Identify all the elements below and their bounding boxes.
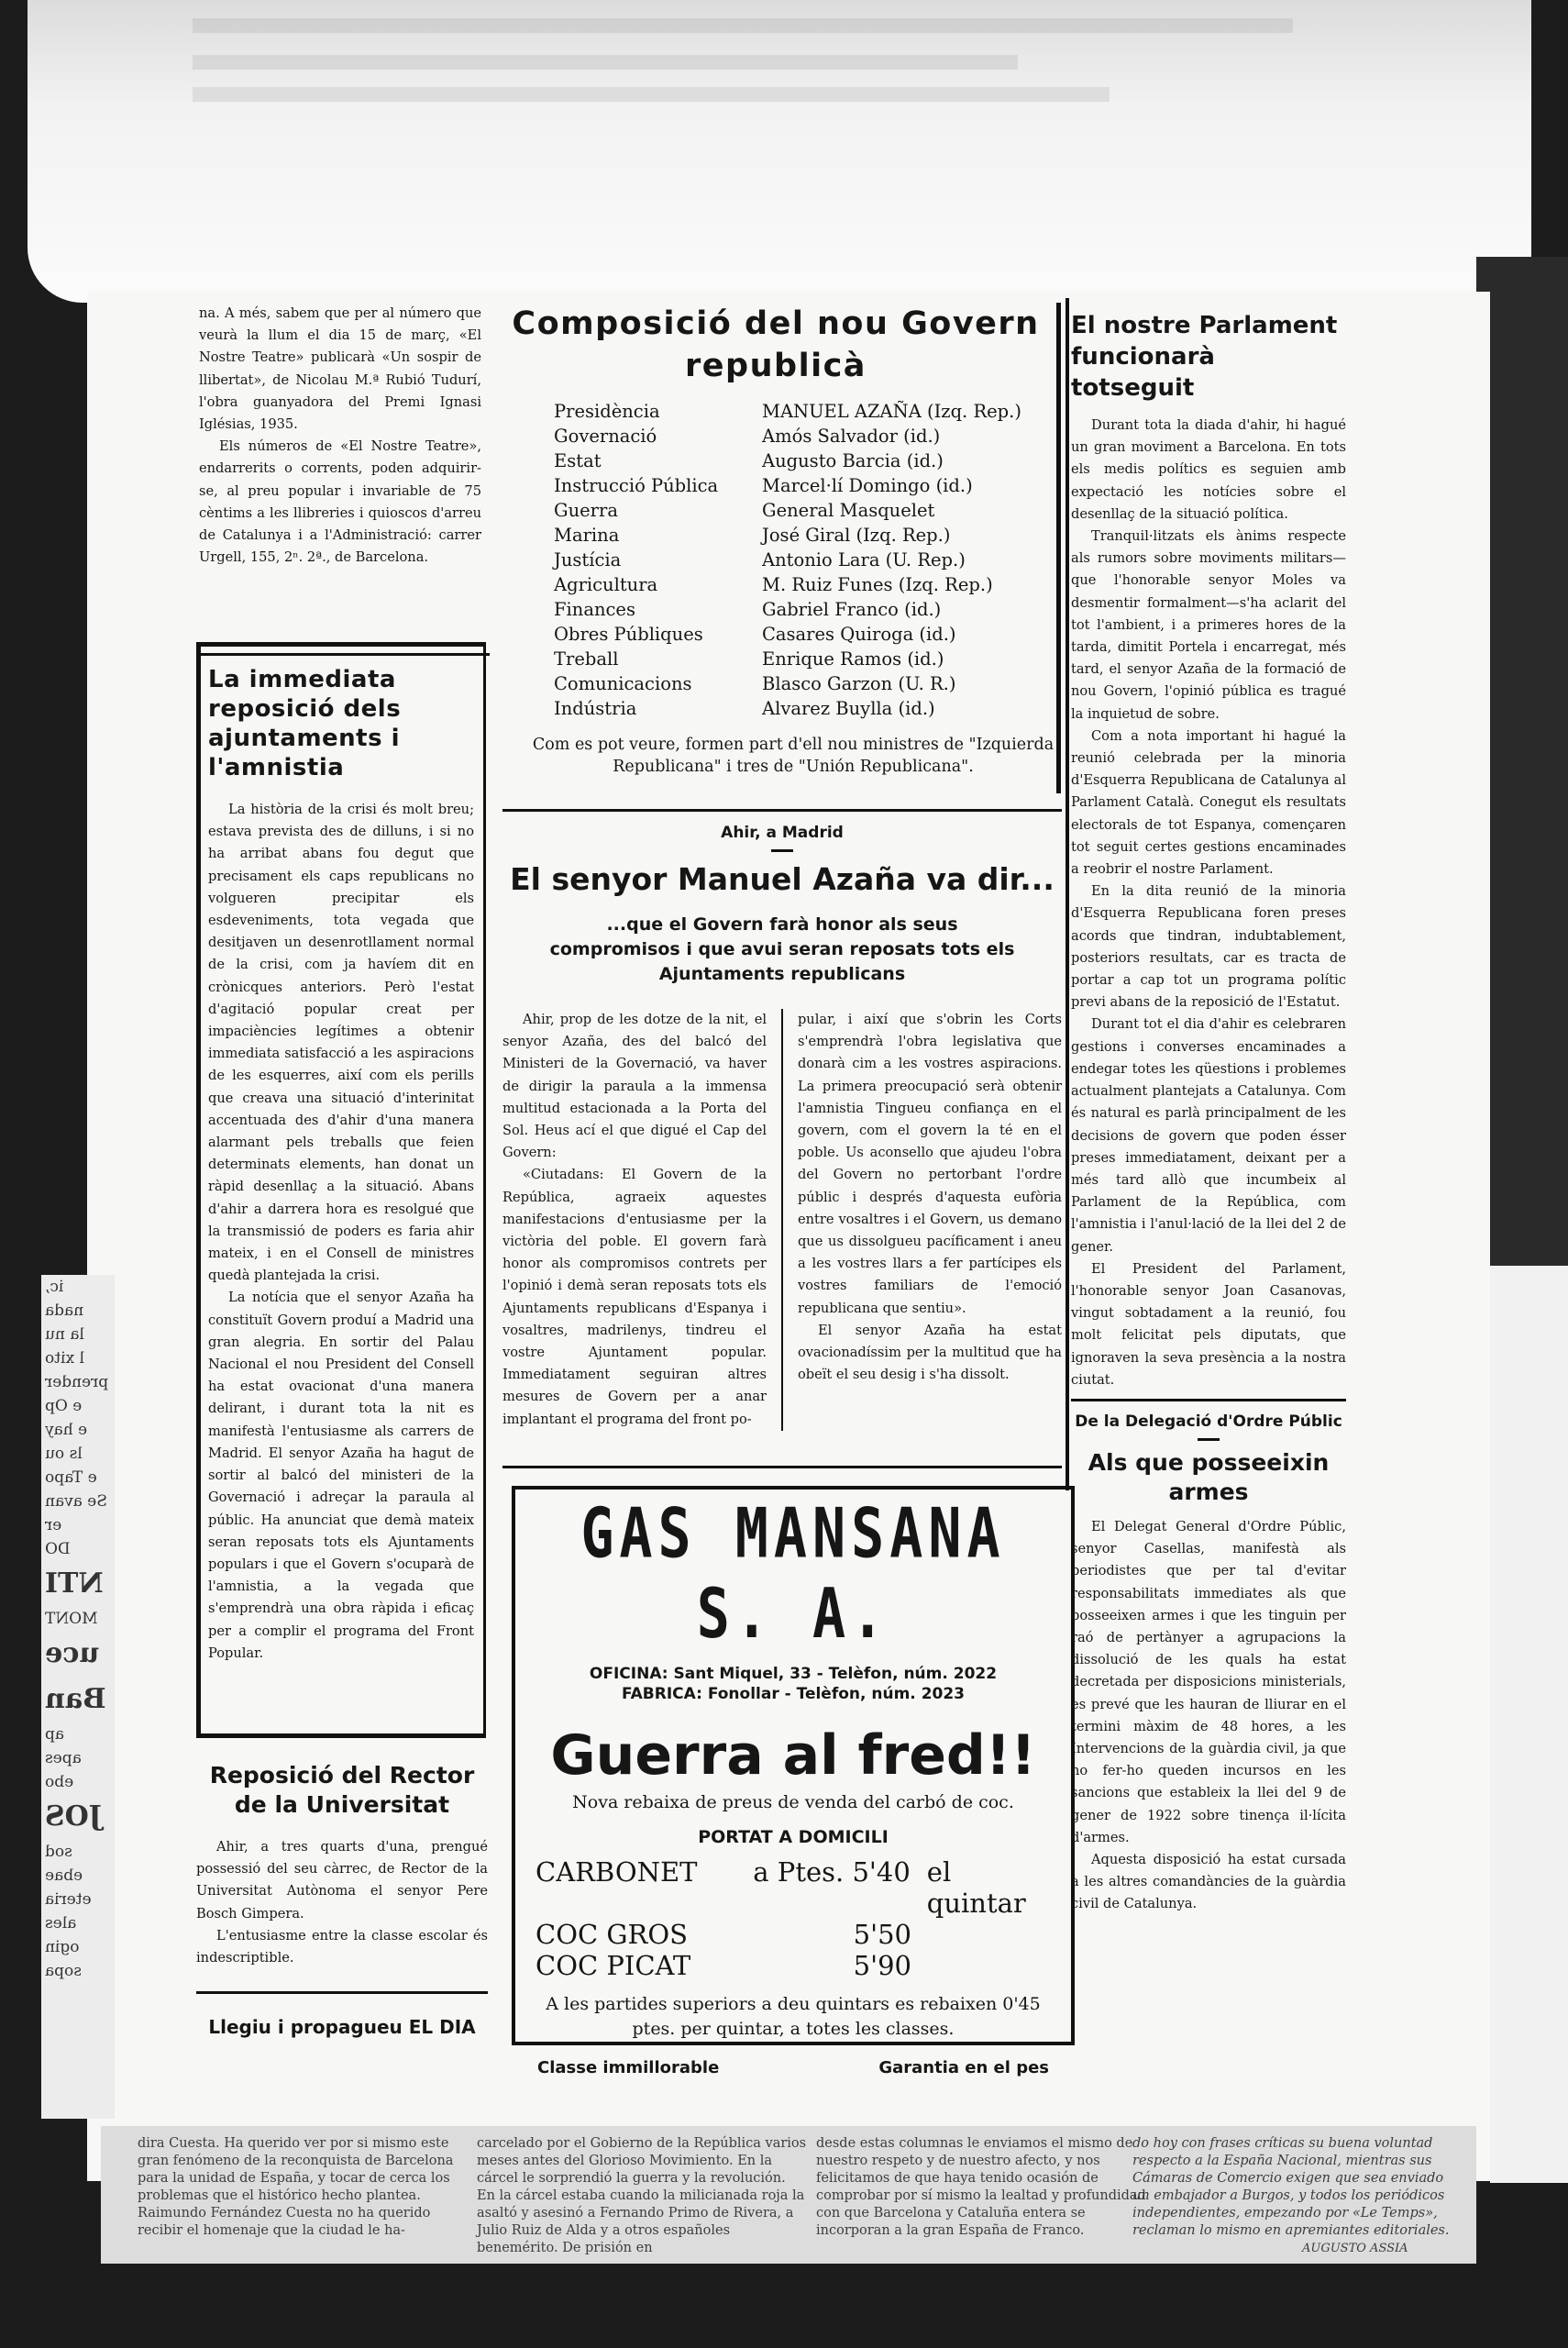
strip-fragment: e hay (45, 1421, 88, 1439)
left-column (190, 303, 492, 569)
strip-fragment: ogin (45, 1938, 80, 1956)
article-paragraph: Tranquil·litzats els ànims respecte als rumors sobre moviments militars—que l'honorable senyor Moles va desmentir formalment—s'ha aclarit del tot l'ambient, i a primeres hores de la tarda, dimitit Portela i encarregat, més tard, el senyor Azaña de la formació de nou Govern, l'opinió pública es tragué la inquietud de sobre. (1071, 528, 1346, 722)
slogan: Llegiu i propagueu EL DIA (208, 2016, 476, 2039)
minister-row (554, 523, 1040, 548)
article-paragraph: El senyor Azaña ha estat ovacionadíssim per la multitud que ha obeït el seu desig i s'ha dissolt. (797, 1322, 1062, 1383)
article-paragraph: Durant tot el dia d'ahir es celebraren gestions i converses encaminades a endegar totes les qüestions i problemes actualment plantejats a Catalunya. Com és natural es parlà principalment de les decisions de govern que poden ésser preses immediatament, deixant per a més tard allò que incumbeix al Parlament de la República, com l'amnistia i l'anul·lació de la llei del 2 de gener. (1071, 1016, 1346, 1255)
minister-name: Casares Quiroga (id.) (762, 624, 956, 645)
adjacent-page-strip (41, 1275, 115, 2119)
ministry-name: Governació (554, 426, 657, 447)
price-unit: el quintar (926, 1856, 1026, 1919)
ad-office: OFICINA: Sant Miquel, 33 - Telèfon, núm. 2022 (589, 1665, 998, 1683)
ministry-name: Comunicacions (554, 673, 692, 694)
strip-fragment: nada (45, 1301, 84, 1320)
minister-list (554, 399, 1040, 721)
minister-row (554, 597, 1040, 622)
minister-name: José Giral (Izq. Rep.) (762, 525, 951, 546)
minister-row (554, 498, 1040, 523)
strip-fragment: l xito (45, 1349, 84, 1368)
price-value: 5'50 (853, 1919, 911, 1950)
ministry-name: Estat (554, 450, 602, 471)
minister-row (554, 572, 1040, 597)
strip-fragment: prender (45, 1373, 109, 1391)
article-paragraph: Ahir, a tres quarts d'una, prengué possessió del seu càrrec, de Rector de la Universitat Autònoma el senyor Pere Bosch Gimpera. (196, 1839, 488, 1922)
ministry-name: Presidència (554, 401, 660, 422)
facing-page-top (28, 0, 1531, 303)
underlying-page (101, 2126, 1476, 2264)
ministry-name: Marina (554, 525, 620, 546)
ad-discount: A les partides superiors a deu quintars es rebaixen 0'45 ptes. per quintar, a totes les classes. (546, 1994, 1041, 2039)
amnistia-article (196, 642, 486, 1738)
ad-lead: Nova rebaixa de preus de venda del carbó de coc. (572, 1792, 1014, 1812)
ad-delivery: PORTAT A DOMICILI (698, 1827, 889, 1847)
article-paragraph: El Delegat General d'Ordre Públic, senyor Casellas, manifestà als periodistes que per tal d'evitar responsabilitats immediates als que posseeixen armes i que les tinguin per raó de pertànyer a agrupacions la dissolució de les quals ha estat decretada per disposicions ministerials, es prevé que les hauran de lliurar en el termini màxim de 48 hores, a les Intervencions de la guàrdia civil, ja que no fer-ho queden incursos en les sancions que estableix la llei del 9 de gener de 1922 sobre tinença il·lícita d'armes. (1071, 1518, 1346, 1845)
underlying-column: dira Cuesta. Ha querido ver por si mismo este gran fenómeno de la reconquista de Barcelona para la unidad de España, y tocar de cerca los problemas que el histórico hecho plantea. Raimundo Fernández Cuesta no ha querido recibir el homenaje que la ciudad le ha- (138, 2136, 454, 2238)
price-row (536, 1856, 1058, 1919)
price-row (536, 1919, 1058, 1950)
article-paragraph: La notícia que el senyor Azaña ha constituït Govern produí a Madrid una gran alegria. En sortir del Palau Nacional el nou President del Consell ha estat ovacionat d'una manera delirant, i durant tota la nit es manifestà l'entusiasme als carrers de Madrid. El senyor Azaña ha hagut de sortir al balcó del ministeri de la Governació i adreçar la paraula al públic. Ha anunciat que demà mateix seran reposats tots els Ajuntaments populars i que el Govern s'ocuparà de l'amnistia, a la vegada que s'emprendrà una obra ràpida i eficaç per a complir el programa del Front Popular. (208, 1290, 474, 1661)
strip-fragment: la nu (45, 1325, 84, 1344)
strip-fragment: e Tapo (45, 1468, 97, 1487)
strip-fragment: uce (45, 1637, 100, 1669)
ad-headline: Guerra al fred!! (550, 1723, 1036, 1788)
article-paragraph: Com a nota important hi hagué la reunió celebrada per la minoria d'Esquerra Republicana de Catalunya al Parlament Català. Conegut els resultats electorals de tot Espanya, començaren tot seguit certes gestions encaminades a reobrir el nostre Parlament. (1071, 727, 1346, 878)
price-item: COC GROS (536, 1919, 689, 1950)
divider (1071, 1399, 1346, 1401)
ministry-name: Instrucció Pública (554, 475, 719, 496)
divider (196, 1991, 488, 1994)
gas-mansana-advertisement (512, 1486, 1075, 2077)
strip-fragment: sod (45, 1843, 72, 1861)
article-title: El nostre Parlament funcionarà totseguit (1071, 312, 1338, 402)
minister-row (554, 671, 1040, 696)
article-title: La immediata reposició dels ajuntaments i l'amnistia (208, 666, 402, 781)
ad-price-list (528, 1856, 1058, 1981)
minister-name: General Masquelet (762, 500, 935, 521)
minister-row (554, 696, 1040, 721)
minister-name: Antonio Lara (U. Rep.) (762, 549, 966, 570)
strip-fragment: sopa (45, 1962, 82, 1980)
underlying-column: do hoy con frases críticas su buena voluntad respecto a la España Nacional, mientras sus Cámaras de Comercio exigen que sea enviado un embajador a Burgos, y todos los periódicos independientes, empezando por «Le Temps», reclaman lo mismo en apremiantes editoriales. (1132, 2136, 1450, 2238)
divider (771, 849, 793, 852)
strip-fragment: ic, (45, 1278, 64, 1296)
ministry-name: Finances (554, 599, 635, 620)
article-paragraph: L'entusiasme entre la classe escolar és indescriptible. (196, 1927, 488, 1966)
price-value: 5'90 (853, 1950, 911, 1981)
strip-fragment: Se avan (45, 1492, 107, 1511)
price-row (536, 1950, 1058, 1981)
price-value: a Ptes. 5'40 (753, 1856, 911, 1888)
underlying-column: carcelado por el Gobierno de la República varios meses antes del Glorioso Movimiento. En la cárcel le sorprendió la guerra y la revolución. En la cárcel estaba cuando la milicianada roja la asaltó y asesinó a Fernando Primo de Rivera, a Julio Ruiz de Alda y a otros españoles benemérito. De prisión en (477, 2136, 807, 2255)
azana-article (502, 824, 1062, 1431)
ministry-name: Agricultura (554, 574, 658, 595)
article-paragraph: Ahir, prop de les dotze de la nit, el senyor Azaña, des del balcó del Ministeri de la Governació, va haver de dirigir la paraula a la immensa multitud estacionada a la Porta del Sol. Heus ací el que digué el Cap del Govern: (502, 1012, 767, 1161)
ministry-name: Indústria (554, 698, 637, 719)
adjacent-page-edge (1490, 1266, 1568, 2183)
strip-fragment: Ban (45, 1683, 106, 1715)
divider (1198, 1438, 1220, 1441)
divider (502, 809, 1062, 812)
article-paragraph: La història de la crisi és molt breu; estava prevista des de dilluns, i si no ha arribat abans fou degut que precisament els caps republicans no volgueren precipitar els esdeveniments, tota vegada que desitjaven un desenrotllament normal de la crisi, com ja havíem dit en crònicques anteriors. Però l'estat d'agitació popular creat per impaciències legítimes a obtenir immediata satisfacció a les aspiracions de les esquerres, així com els perills que creava una situació d'interinitat accentuada des d'ahir d'una manera alarmant pels treballs que feien determinats elements, han donat un ràpid desenllaç a la situació. Abans d'ahir a darrera hora es resolgué que la transmissió de poders es faria ahir mateix, i en el Consell de ministres quedà plantejada la crisi. (208, 802, 474, 1284)
kicker: De la Delegació d'Ordre Públic (1075, 1412, 1342, 1431)
minister-row (554, 647, 1040, 671)
strip-fragment: ales (45, 1914, 77, 1933)
ministry-name: Guerra (554, 500, 618, 521)
ministry-name: Treball (554, 648, 619, 670)
strip-fragment: ls ou (45, 1445, 83, 1463)
right-column (1071, 303, 1346, 1916)
minister-name: Blasco Garzon (U. R.) (762, 673, 956, 694)
article-title: Reposició del Rector de la Universitat (209, 1762, 475, 1818)
strip-fragment: eteria (45, 1890, 92, 1909)
price-unit (911, 1950, 928, 1981)
minister-name: MANUEL AZAÑA (Izq. Rep.) (762, 401, 1021, 422)
ad-brand: GAS MANSANA S. A. (580, 1493, 1006, 1655)
price-item: COC PICAT (536, 1950, 691, 1981)
underlying-column: desde estas columnas le enviamos el mismo de nuestro respeto y de nuestro afecto, y nos felicitamos de que haya tenido ocasión de comprobar por sí mismo la lealtad y profundidad con que Barcelona y Cataluña entera se incorporan a la gran España de Franco. (816, 2136, 1146, 2238)
minister-name: Gabriel Franco (id.) (762, 599, 942, 620)
theatre-notice-2: Els números de «El Nostre Teatre», endarrerits o corrents, poden adquirir-se, al preu popular i invariable de 75 cèntims a les llibreries i quioscos d'arreu de Catalunya i a l'Administració: carrer Urgell, 155, 2ⁿ. 2ª., de Barcelona. (199, 438, 481, 566)
article-paragraph: pular, i així que s'obrin les Corts s'emprendrà l'obra legislativa que donarà cim a les vostres aspiracions. La primera preocupació serà obtenir l'amnistia Tingueu confiança en el govern, com el govern la té en el poble. Us aconsello que ajudeu l'obra del Govern no pertorbant l'ordre públic i després d'aquesta eufòria entre vosaltres i el Govern, us demano que us dissolgueu pacíficament i aneu a les vostres llars a fer partícipes els vostres familiars de l'emoció republicana que sentiu». (797, 1012, 1062, 1316)
strip-fragment: NTI (45, 1567, 104, 1600)
minister-row (554, 473, 1040, 498)
strip-fragment: er (45, 1516, 62, 1534)
strip-fragment: apes (45, 1749, 82, 1767)
ad-factory: FABRICA: Fonollar - Telèfon, núm. 2023 (621, 1685, 966, 1703)
minister-name: Alvarez Buylla (id.) (762, 698, 935, 719)
underlying-signature: AUGUSTO ASSIA (1302, 2242, 1408, 2255)
ad-footer-right: Garantia en el pes (878, 2058, 1049, 2077)
kicker: Ahir, a Madrid (721, 824, 844, 842)
article-paragraph: Durant tota la diada d'ahir, hi hagué un gran moviment a Barcelona. En tots els medis polítics es seguien amb expectació les notícies sobre el desenllaç de la situació política. (1071, 417, 1346, 522)
strip-fragment: e Op (45, 1397, 83, 1415)
minister-row (554, 548, 1040, 572)
column-rule (1066, 298, 1069, 1490)
minister-name: Amós Salvador (id.) (762, 426, 941, 447)
strip-fragment: ebae (45, 1866, 83, 1885)
strip-fragment: MONT (45, 1610, 98, 1628)
article-paragraph: En la dita reunió de la minoria d'Esquerra Republicana foren preses acords que tindran, indubtablement, posteriors resultats, car es tracta de portar a cap tot un programa polític previ abans de la reposició de l'Estatut. (1071, 883, 1346, 1011)
minister-name: Marcel·lí Domingo (id.) (762, 475, 973, 496)
divider (502, 1466, 1062, 1468)
article-subtitle: ...que el Govern farà honor als seus compromisos i que avui seran reposats tots els Ajuntaments republicans (549, 914, 1015, 984)
price-item: CARBONET (536, 1856, 698, 1888)
ad-footer-left: Classe immillorable (537, 2058, 720, 2077)
article-paragraph: El President del Parlament, l'honorable senyor Joan Casanovas, vingut sobtadament a la reunió, fou molt felicitat pels diputats, que ignoraven la seva presència a la nostra ciutat. (1071, 1260, 1346, 1388)
price-unit (911, 1919, 928, 1950)
minister-name: Enrique Ramos (id.) (762, 648, 944, 670)
minister-row (554, 424, 1040, 449)
minister-row (554, 622, 1040, 647)
minister-row (554, 449, 1040, 473)
strip-fragment: ap (45, 1725, 65, 1744)
minister-row (554, 399, 1040, 424)
article-title: Composició del nou Govern republicà (512, 305, 1040, 384)
column-rule (781, 1009, 783, 1431)
article-paragraph: Aquesta disposició ha estat cursada a les altres comandàncies de la guàrdia civil de Catalunya. (1071, 1851, 1346, 1912)
strip-fragment: DO (45, 1540, 71, 1558)
strip-fragment: JOS (45, 1800, 102, 1833)
minister-name: Augusto Barcia (id.) (762, 450, 944, 471)
article-paragraph: «Ciutadans: El Govern de la República, agraeix aquestes manifestacions d'entusiasme per la victòria del poble. El govern farà honor als compromisos contrets per l'opinió i demà seran reposats tots els Ajuntaments republicans d'Espanya i vosaltres, madrilenys, tindreu el vostre Ajuntament popular. Immediatament seguiran altres mesures de Govern per a anar implantant el programa del front po- (502, 1167, 767, 1427)
ministry-name: Justícia (554, 549, 622, 570)
rector-article (196, 1761, 488, 2038)
strip-fragment: ebo (45, 1773, 74, 1791)
ministry-name: Obres Públiques (554, 624, 703, 645)
government-note: Com es pot veure, formen part d'ell nou ministres de "Izquierda Republicana" i tres de "Unión Republicana". (532, 736, 1055, 776)
government-composition (495, 303, 1061, 793)
article-title: El senyor Manuel Azaña va dir... (510, 861, 1055, 897)
article-title: Als que posseeixin armes (1088, 1448, 1330, 1505)
theatre-notice: na. A més, sabem que per al número que veurà la llum el dia 15 de març, «El Nostre Teatre» publicarà «Un sospir de llibertat», de Nicolau M.ª Rubió Tudurí, l'obra guanyadora del Premi Ignasi Iglésias, 1935. (199, 305, 481, 433)
minister-name: M. Ruiz Funes (Izq. Rep.) (762, 574, 993, 595)
